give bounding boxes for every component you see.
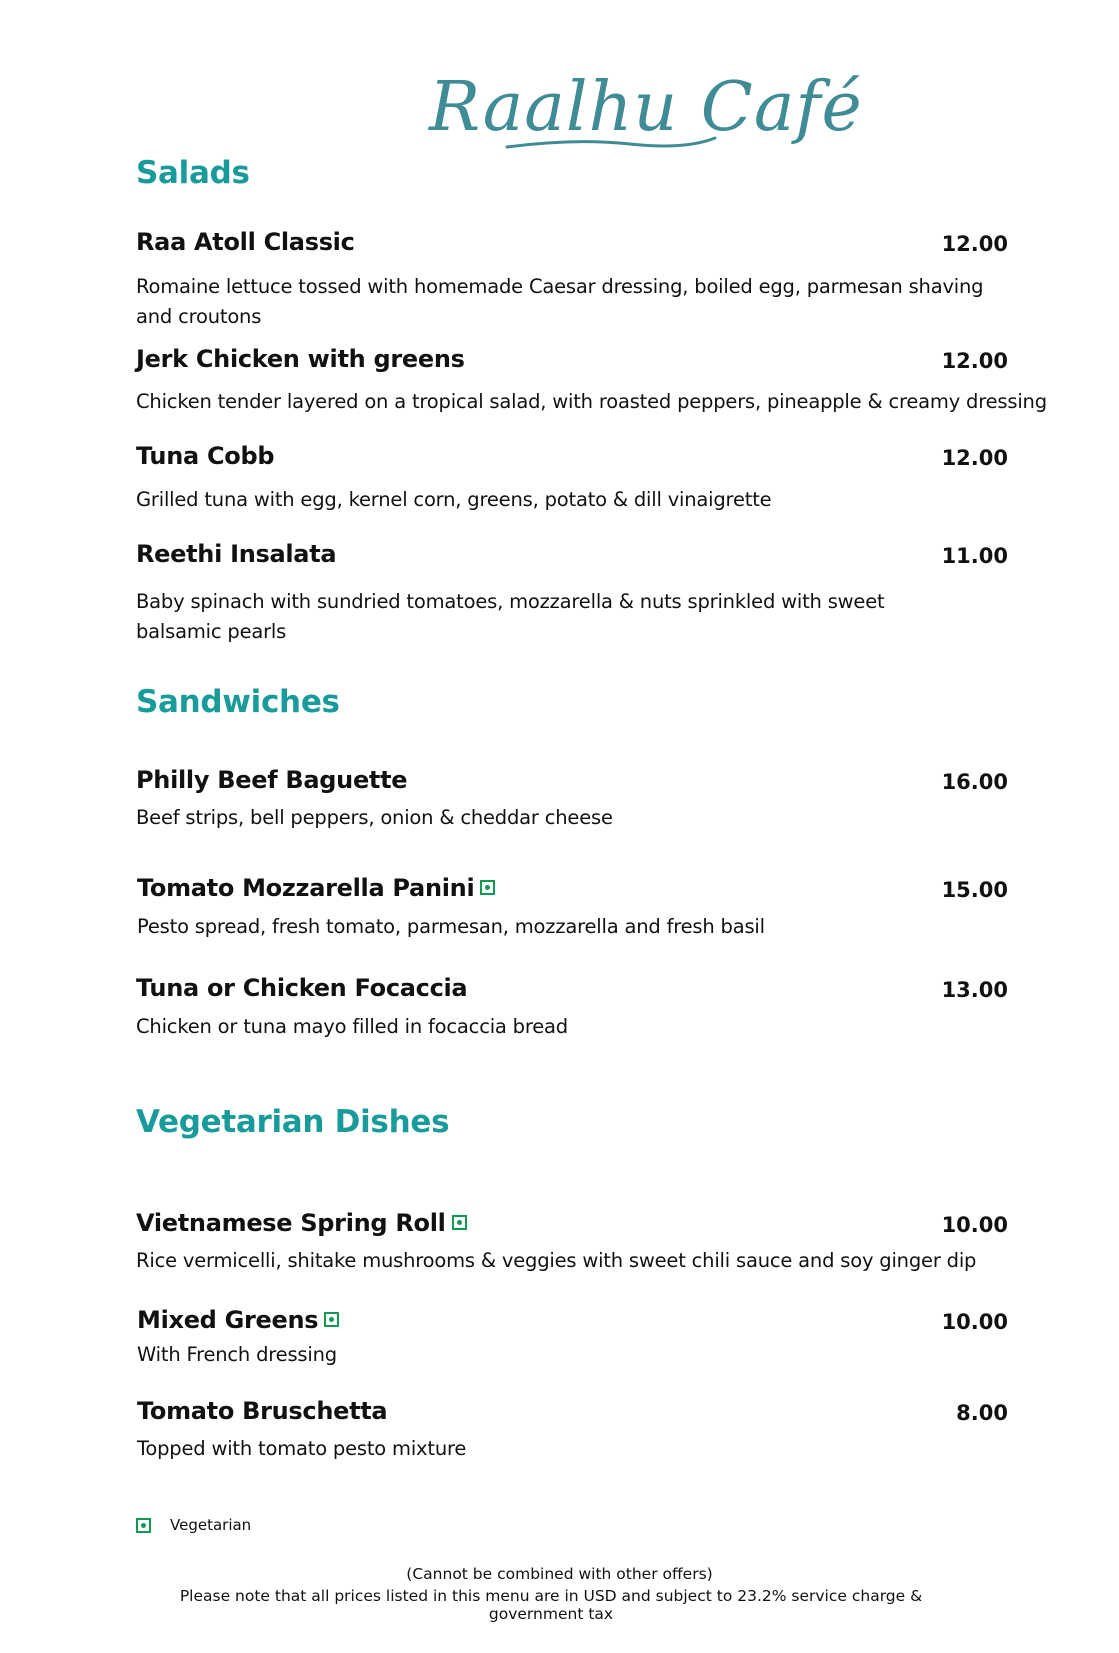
item-name: Philly Beef Baguette (136, 766, 408, 794)
footer-disclaimer: Please note that all prices listed in this menu are in USD and subject to 23.2% service charge & government tax (179, 1587, 923, 1623)
item-description: Pesto spread, fresh tomato, parmesan, mozzarella and fresh basil (137, 915, 765, 938)
item-name: Tomato Mozzarella Panini (137, 874, 475, 902)
item-name-row (137, 1306, 339, 1334)
item-price: 10.00 (941, 1213, 1008, 1237)
item-name-row (136, 1209, 467, 1237)
item-description: Rice vermicelli, shitake mushrooms & veggies with sweet chili sauce and soy ginger dip (136, 1249, 977, 1272)
item-description: Romaine lettuce tossed with homemade Caesar dressing, boiled egg, parmesan shaving and croutons (136, 275, 984, 328)
item-name: Reethi Insalata (136, 540, 337, 568)
section-title-sandwiches: Sandwiches (136, 684, 340, 720)
item-name: Tomato Bruschetta (137, 1397, 388, 1425)
item-price: 12.00 (941, 349, 1008, 373)
vegetarian-icon (480, 880, 495, 895)
item-name: Jerk Chicken with greens (136, 345, 465, 373)
item-price: 12.00 (941, 232, 1008, 256)
item-name: Tuna or Chicken Focaccia (136, 974, 468, 1002)
logo-wordmark (425, 52, 863, 172)
item-name: Vietnamese Spring Roll (136, 1209, 446, 1237)
item-name-row (137, 874, 495, 902)
svg-text:Raalhu Café: Raalhu Café (429, 68, 863, 147)
item-price: 12.00 (941, 446, 1008, 470)
item-name: Raa Atoll Classic (136, 228, 355, 256)
item-description: With French dressing (137, 1343, 337, 1366)
item-name: Tuna Cobb (136, 442, 275, 470)
item-description: Chicken tender layered on a tropical salad, with roasted peppers, pineapple & creamy dressing (136, 390, 1047, 413)
item-price: 8.00 (956, 1401, 1008, 1425)
item-price: 16.00 (941, 770, 1008, 794)
raalhu-cafe-logo (425, 52, 863, 172)
item-price: 11.00 (941, 544, 1008, 568)
legend-label: Vegetarian (170, 1516, 252, 1534)
item-price: 10.00 (941, 1310, 1008, 1334)
item-name: Mixed Greens (137, 1306, 319, 1334)
item-description: Beef strips, bell peppers, onion & cheddar cheese (136, 806, 613, 829)
vegetarian-icon (324, 1312, 339, 1327)
vegetarian-icon (136, 1518, 151, 1533)
vegetarian-icon (452, 1215, 467, 1230)
footer-note: (Cannot be combined with other offers) (406, 1565, 713, 1583)
item-price: 13.00 (941, 978, 1008, 1002)
item-description: Chicken or tuna mayo filled in focaccia bread (136, 1015, 568, 1038)
item-description: Grilled tuna with egg, kernel corn, greens, potato & dill vinaigrette (136, 488, 772, 511)
item-price: 15.00 (941, 878, 1008, 902)
item-description: Topped with tomato pesto mixture (137, 1437, 467, 1460)
legend (136, 1516, 251, 1534)
item-description: Baby spinach with sundried tomatoes, mozzarella & nuts sprinkled with sweet balsamic pearls (136, 590, 885, 643)
section-title-vegetarian-dishes: Vegetarian Dishes (136, 1104, 450, 1140)
section-title-salads: Salads (136, 155, 250, 191)
